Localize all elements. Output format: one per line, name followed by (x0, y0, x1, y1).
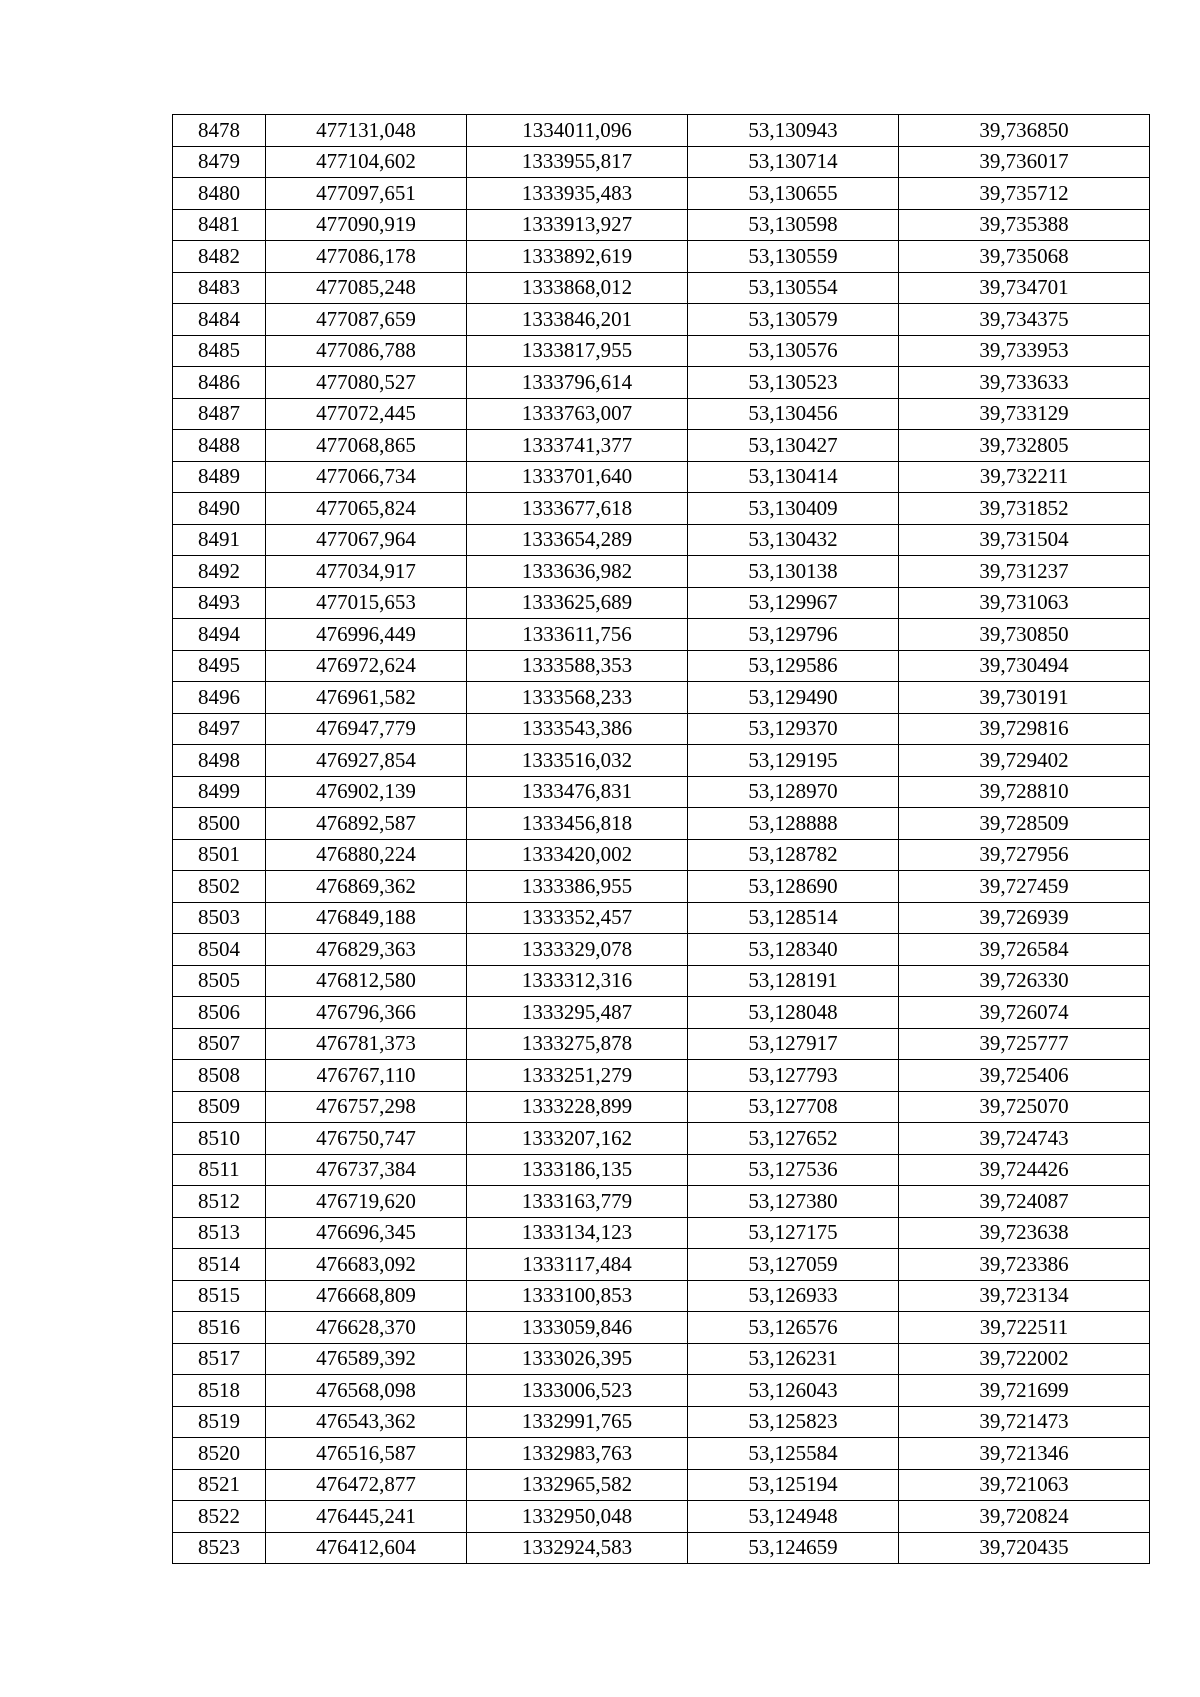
longitude-cell: 39,721473 (899, 1406, 1150, 1438)
y-coordinate-cell: 1333568,233 (467, 682, 688, 714)
y-coordinate-cell: 1332991,765 (467, 1406, 688, 1438)
table-row (173, 1186, 1150, 1218)
y-coordinate-cell: 1333741,377 (467, 430, 688, 462)
longitude-cell: 39,720435 (899, 1532, 1150, 1564)
x-coordinate-cell: 477086,178 (266, 241, 467, 273)
longitude-cell: 39,729402 (899, 745, 1150, 777)
point-number-cell: 8510 (173, 1123, 266, 1155)
x-coordinate-cell: 477086,788 (266, 335, 467, 367)
x-coordinate-cell: 476589,392 (266, 1343, 467, 1375)
point-number-cell: 8487 (173, 398, 266, 430)
table-row (173, 1501, 1150, 1533)
longitude-cell: 39,734375 (899, 304, 1150, 336)
longitude-cell: 39,724426 (899, 1154, 1150, 1186)
table-row (173, 524, 1150, 556)
x-coordinate-cell: 476880,224 (266, 839, 467, 871)
longitude-cell: 39,733633 (899, 367, 1150, 399)
longitude-cell: 39,733129 (899, 398, 1150, 430)
latitude-cell: 53,128514 (688, 902, 899, 934)
x-coordinate-cell: 477065,824 (266, 493, 467, 525)
longitude-cell: 39,726584 (899, 934, 1150, 966)
table-row (173, 1217, 1150, 1249)
y-coordinate-cell: 1333163,779 (467, 1186, 688, 1218)
longitude-cell: 39,735068 (899, 241, 1150, 273)
point-number-cell: 8501 (173, 839, 266, 871)
coordinates-table-body (173, 115, 1150, 1564)
point-number-cell: 8499 (173, 776, 266, 808)
x-coordinate-cell: 477015,653 (266, 587, 467, 619)
y-coordinate-cell: 1333386,955 (467, 871, 688, 903)
latitude-cell: 53,130655 (688, 178, 899, 210)
latitude-cell: 53,127380 (688, 1186, 899, 1218)
y-coordinate-cell: 1333312,316 (467, 965, 688, 997)
point-number-cell: 8513 (173, 1217, 266, 1249)
longitude-cell: 39,725406 (899, 1060, 1150, 1092)
latitude-cell: 53,126043 (688, 1375, 899, 1407)
table-row (173, 1343, 1150, 1375)
longitude-cell: 39,723386 (899, 1249, 1150, 1281)
longitude-cell: 39,734701 (899, 272, 1150, 304)
longitude-cell: 39,725777 (899, 1028, 1150, 1060)
latitude-cell: 53,127652 (688, 1123, 899, 1155)
table-row (173, 178, 1150, 210)
x-coordinate-cell: 476829,363 (266, 934, 467, 966)
latitude-cell: 53,130432 (688, 524, 899, 556)
table-row (173, 556, 1150, 588)
longitude-cell: 39,732211 (899, 461, 1150, 493)
x-coordinate-cell: 476812,580 (266, 965, 467, 997)
table-row (173, 902, 1150, 934)
x-coordinate-cell: 477034,917 (266, 556, 467, 588)
point-number-cell: 8512 (173, 1186, 266, 1218)
longitude-cell: 39,726939 (899, 902, 1150, 934)
latitude-cell: 53,127793 (688, 1060, 899, 1092)
latitude-cell: 53,127708 (688, 1091, 899, 1123)
point-number-cell: 8498 (173, 745, 266, 777)
x-coordinate-cell: 476445,241 (266, 1501, 467, 1533)
x-coordinate-cell: 476781,373 (266, 1028, 467, 1060)
latitude-cell: 53,130427 (688, 430, 899, 462)
y-coordinate-cell: 1333295,487 (467, 997, 688, 1029)
longitude-cell: 39,721346 (899, 1438, 1150, 1470)
point-number-cell: 8485 (173, 335, 266, 367)
latitude-cell: 53,124659 (688, 1532, 899, 1564)
y-coordinate-cell: 1333892,619 (467, 241, 688, 273)
point-number-cell: 8516 (173, 1312, 266, 1344)
point-number-cell: 8521 (173, 1469, 266, 1501)
x-coordinate-cell: 477087,659 (266, 304, 467, 336)
x-coordinate-cell: 476796,366 (266, 997, 467, 1029)
longitude-cell: 39,736017 (899, 146, 1150, 178)
table-row (173, 1060, 1150, 1092)
point-number-cell: 8506 (173, 997, 266, 1029)
table-row (173, 335, 1150, 367)
point-number-cell: 8515 (173, 1280, 266, 1312)
x-coordinate-cell: 477067,964 (266, 524, 467, 556)
point-number-cell: 8505 (173, 965, 266, 997)
latitude-cell: 53,128340 (688, 934, 899, 966)
longitude-cell: 39,722002 (899, 1343, 1150, 1375)
y-coordinate-cell: 1333134,123 (467, 1217, 688, 1249)
x-coordinate-cell: 476668,809 (266, 1280, 467, 1312)
table-row (173, 1312, 1150, 1344)
point-number-cell: 8486 (173, 367, 266, 399)
x-coordinate-cell: 476472,877 (266, 1469, 467, 1501)
table-row (173, 745, 1150, 777)
x-coordinate-cell: 476737,384 (266, 1154, 467, 1186)
latitude-cell: 53,130576 (688, 335, 899, 367)
latitude-cell: 53,130554 (688, 272, 899, 304)
point-number-cell: 8502 (173, 871, 266, 903)
table-row (173, 1469, 1150, 1501)
latitude-cell: 53,129586 (688, 650, 899, 682)
point-number-cell: 8517 (173, 1343, 266, 1375)
y-coordinate-cell: 1333329,078 (467, 934, 688, 966)
table-row (173, 430, 1150, 462)
point-number-cell: 8483 (173, 272, 266, 304)
x-coordinate-cell: 476628,370 (266, 1312, 467, 1344)
x-coordinate-cell: 477090,919 (266, 209, 467, 241)
point-number-cell: 8507 (173, 1028, 266, 1060)
latitude-cell: 53,127536 (688, 1154, 899, 1186)
longitude-cell: 39,727459 (899, 871, 1150, 903)
y-coordinate-cell: 1333588,353 (467, 650, 688, 682)
longitude-cell: 39,721699 (899, 1375, 1150, 1407)
y-coordinate-cell: 1334011,096 (467, 115, 688, 147)
point-number-cell: 8511 (173, 1154, 266, 1186)
table-row (173, 1438, 1150, 1470)
table-row (173, 115, 1150, 147)
table-row (173, 713, 1150, 745)
table-row (173, 209, 1150, 241)
y-coordinate-cell: 1333796,614 (467, 367, 688, 399)
point-number-cell: 8518 (173, 1375, 266, 1407)
table-row (173, 1091, 1150, 1123)
x-coordinate-cell: 476767,110 (266, 1060, 467, 1092)
x-coordinate-cell: 476683,092 (266, 1249, 467, 1281)
table-row (173, 1249, 1150, 1281)
longitude-cell: 39,730850 (899, 619, 1150, 651)
table-row (173, 304, 1150, 336)
latitude-cell: 53,130414 (688, 461, 899, 493)
y-coordinate-cell: 1333026,395 (467, 1343, 688, 1375)
longitude-cell: 39,726074 (899, 997, 1150, 1029)
longitude-cell: 39,730191 (899, 682, 1150, 714)
longitude-cell: 39,727956 (899, 839, 1150, 871)
point-number-cell: 8478 (173, 115, 266, 147)
latitude-cell: 53,130138 (688, 556, 899, 588)
latitude-cell: 53,130409 (688, 493, 899, 525)
table-row (173, 839, 1150, 871)
y-coordinate-cell: 1333817,955 (467, 335, 688, 367)
latitude-cell: 53,129370 (688, 713, 899, 745)
longitude-cell: 39,728810 (899, 776, 1150, 808)
x-coordinate-cell: 476750,747 (266, 1123, 467, 1155)
latitude-cell: 53,130714 (688, 146, 899, 178)
point-number-cell: 8491 (173, 524, 266, 556)
table-row (173, 1280, 1150, 1312)
table-row (173, 682, 1150, 714)
point-number-cell: 8508 (173, 1060, 266, 1092)
longitude-cell: 39,724087 (899, 1186, 1150, 1218)
table-row (173, 146, 1150, 178)
y-coordinate-cell: 1333935,483 (467, 178, 688, 210)
table-row (173, 650, 1150, 682)
x-coordinate-cell: 476568,098 (266, 1375, 467, 1407)
y-coordinate-cell: 1333117,484 (467, 1249, 688, 1281)
x-coordinate-cell: 476927,854 (266, 745, 467, 777)
x-coordinate-cell: 476996,449 (266, 619, 467, 651)
latitude-cell: 53,125194 (688, 1469, 899, 1501)
point-number-cell: 8489 (173, 461, 266, 493)
longitude-cell: 39,723638 (899, 1217, 1150, 1249)
latitude-cell: 53,128048 (688, 997, 899, 1029)
latitude-cell: 53,128970 (688, 776, 899, 808)
table-row (173, 1123, 1150, 1155)
x-coordinate-cell: 476892,587 (266, 808, 467, 840)
x-coordinate-cell: 477085,248 (266, 272, 467, 304)
latitude-cell: 53,128191 (688, 965, 899, 997)
point-number-cell: 8522 (173, 1501, 266, 1533)
latitude-cell: 53,130559 (688, 241, 899, 273)
y-coordinate-cell: 1333006,523 (467, 1375, 688, 1407)
longitude-cell: 39,730494 (899, 650, 1150, 682)
table-row (173, 1375, 1150, 1407)
table-row (173, 1406, 1150, 1438)
point-number-cell: 8490 (173, 493, 266, 525)
latitude-cell: 53,126231 (688, 1343, 899, 1375)
point-number-cell: 8523 (173, 1532, 266, 1564)
y-coordinate-cell: 1333251,279 (467, 1060, 688, 1092)
point-number-cell: 8480 (173, 178, 266, 210)
table-row (173, 871, 1150, 903)
y-coordinate-cell: 1333654,289 (467, 524, 688, 556)
point-number-cell: 8481 (173, 209, 266, 241)
longitude-cell: 39,725070 (899, 1091, 1150, 1123)
latitude-cell: 53,125584 (688, 1438, 899, 1470)
y-coordinate-cell: 1332950,048 (467, 1501, 688, 1533)
point-number-cell: 8500 (173, 808, 266, 840)
longitude-cell: 39,736850 (899, 115, 1150, 147)
point-number-cell: 8494 (173, 619, 266, 651)
y-coordinate-cell: 1333420,002 (467, 839, 688, 871)
x-coordinate-cell: 476902,139 (266, 776, 467, 808)
x-coordinate-cell: 477097,651 (266, 178, 467, 210)
table-row (173, 997, 1150, 1029)
point-number-cell: 8520 (173, 1438, 266, 1470)
table-row (173, 493, 1150, 525)
x-coordinate-cell: 476516,587 (266, 1438, 467, 1470)
point-number-cell: 8493 (173, 587, 266, 619)
table-row (173, 398, 1150, 430)
x-coordinate-cell: 476961,582 (266, 682, 467, 714)
y-coordinate-cell: 1332965,582 (467, 1469, 688, 1501)
y-coordinate-cell: 1333059,846 (467, 1312, 688, 1344)
point-number-cell: 8488 (173, 430, 266, 462)
longitude-cell: 39,721063 (899, 1469, 1150, 1501)
latitude-cell: 53,128888 (688, 808, 899, 840)
y-coordinate-cell: 1333275,878 (467, 1028, 688, 1060)
longitude-cell: 39,735712 (899, 178, 1150, 210)
point-number-cell: 8497 (173, 713, 266, 745)
y-coordinate-cell: 1333352,457 (467, 902, 688, 934)
y-coordinate-cell: 1333207,162 (467, 1123, 688, 1155)
y-coordinate-cell: 1332924,583 (467, 1532, 688, 1564)
table-row (173, 241, 1150, 273)
point-number-cell: 8482 (173, 241, 266, 273)
latitude-cell: 53,127917 (688, 1028, 899, 1060)
table-row (173, 808, 1150, 840)
longitude-cell: 39,731237 (899, 556, 1150, 588)
x-coordinate-cell: 476849,188 (266, 902, 467, 934)
longitude-cell: 39,729816 (899, 713, 1150, 745)
x-coordinate-cell: 476869,362 (266, 871, 467, 903)
x-coordinate-cell: 476972,624 (266, 650, 467, 682)
y-coordinate-cell: 1333701,640 (467, 461, 688, 493)
latitude-cell: 53,130456 (688, 398, 899, 430)
y-coordinate-cell: 1333228,899 (467, 1091, 688, 1123)
point-number-cell: 8496 (173, 682, 266, 714)
point-number-cell: 8484 (173, 304, 266, 336)
latitude-cell: 53,126933 (688, 1280, 899, 1312)
y-coordinate-cell: 1333476,831 (467, 776, 688, 808)
table-row (173, 776, 1150, 808)
y-coordinate-cell: 1333846,201 (467, 304, 688, 336)
x-coordinate-cell: 477131,048 (266, 115, 467, 147)
latitude-cell: 53,125823 (688, 1406, 899, 1438)
longitude-cell: 39,724743 (899, 1123, 1150, 1155)
y-coordinate-cell: 1333955,817 (467, 146, 688, 178)
latitude-cell: 53,129796 (688, 619, 899, 651)
point-number-cell: 8514 (173, 1249, 266, 1281)
table-row (173, 619, 1150, 651)
latitude-cell: 53,128782 (688, 839, 899, 871)
latitude-cell: 53,129967 (688, 587, 899, 619)
y-coordinate-cell: 1332983,763 (467, 1438, 688, 1470)
point-number-cell: 8503 (173, 902, 266, 934)
coordinates-table (172, 114, 1150, 1564)
y-coordinate-cell: 1333636,982 (467, 556, 688, 588)
x-coordinate-cell: 477066,734 (266, 461, 467, 493)
table-row (173, 367, 1150, 399)
point-number-cell: 8519 (173, 1406, 266, 1438)
x-coordinate-cell: 476696,345 (266, 1217, 467, 1249)
latitude-cell: 53,130943 (688, 115, 899, 147)
longitude-cell: 39,731852 (899, 493, 1150, 525)
y-coordinate-cell: 1333677,618 (467, 493, 688, 525)
longitude-cell: 39,731063 (899, 587, 1150, 619)
latitude-cell: 53,130579 (688, 304, 899, 336)
point-number-cell: 8492 (173, 556, 266, 588)
y-coordinate-cell: 1333543,386 (467, 713, 688, 745)
latitude-cell: 53,127059 (688, 1249, 899, 1281)
latitude-cell: 53,129490 (688, 682, 899, 714)
longitude-cell: 39,732805 (899, 430, 1150, 462)
longitude-cell: 39,720824 (899, 1501, 1150, 1533)
latitude-cell: 53,128690 (688, 871, 899, 903)
table-row (173, 965, 1150, 997)
y-coordinate-cell: 1333456,818 (467, 808, 688, 840)
latitude-cell: 53,127175 (688, 1217, 899, 1249)
table-row (173, 587, 1150, 619)
longitude-cell: 39,733953 (899, 335, 1150, 367)
latitude-cell: 53,126576 (688, 1312, 899, 1344)
y-coordinate-cell: 1333100,853 (467, 1280, 688, 1312)
y-coordinate-cell: 1333186,135 (467, 1154, 688, 1186)
longitude-cell: 39,726330 (899, 965, 1150, 997)
latitude-cell: 53,130523 (688, 367, 899, 399)
longitude-cell: 39,722511 (899, 1312, 1150, 1344)
table-row (173, 1532, 1150, 1564)
y-coordinate-cell: 1333913,927 (467, 209, 688, 241)
point-number-cell: 8504 (173, 934, 266, 966)
table-row (173, 272, 1150, 304)
table-row (173, 461, 1150, 493)
point-number-cell: 8509 (173, 1091, 266, 1123)
x-coordinate-cell: 477080,527 (266, 367, 467, 399)
x-coordinate-cell: 476757,298 (266, 1091, 467, 1123)
table-row (173, 1154, 1150, 1186)
table-row (173, 934, 1150, 966)
table-row (173, 1028, 1150, 1060)
x-coordinate-cell: 476543,362 (266, 1406, 467, 1438)
y-coordinate-cell: 1333625,689 (467, 587, 688, 619)
longitude-cell: 39,731504 (899, 524, 1150, 556)
y-coordinate-cell: 1333516,032 (467, 745, 688, 777)
x-coordinate-cell: 476719,620 (266, 1186, 467, 1218)
longitude-cell: 39,735388 (899, 209, 1150, 241)
y-coordinate-cell: 1333763,007 (467, 398, 688, 430)
x-coordinate-cell: 476947,779 (266, 713, 467, 745)
x-coordinate-cell: 477072,445 (266, 398, 467, 430)
longitude-cell: 39,728509 (899, 808, 1150, 840)
y-coordinate-cell: 1333868,012 (467, 272, 688, 304)
longitude-cell: 39,723134 (899, 1280, 1150, 1312)
x-coordinate-cell: 477104,602 (266, 146, 467, 178)
point-number-cell: 8495 (173, 650, 266, 682)
point-number-cell: 8479 (173, 146, 266, 178)
latitude-cell: 53,124948 (688, 1501, 899, 1533)
latitude-cell: 53,130598 (688, 209, 899, 241)
y-coordinate-cell: 1333611,756 (467, 619, 688, 651)
x-coordinate-cell: 477068,865 (266, 430, 467, 462)
latitude-cell: 53,129195 (688, 745, 899, 777)
x-coordinate-cell: 476412,604 (266, 1532, 467, 1564)
